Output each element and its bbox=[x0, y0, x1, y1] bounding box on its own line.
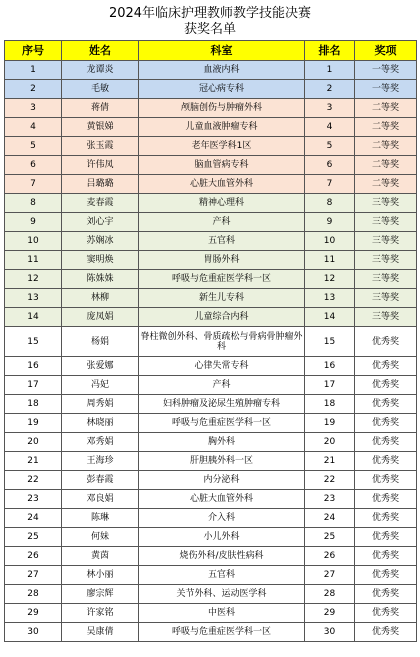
table-row bbox=[5, 99, 417, 118]
cell-no: 22 bbox=[5, 471, 62, 490]
cell-name: 何妹 bbox=[62, 528, 139, 547]
cell-rank: 3 bbox=[305, 99, 355, 118]
cell-name: 林柳 bbox=[62, 289, 139, 308]
cell-dept: 五官科 bbox=[139, 232, 305, 251]
cell-name: 吕璐璐 bbox=[62, 175, 139, 194]
cell-award: 优秀奖 bbox=[355, 452, 417, 471]
cell-award: 二等奖 bbox=[355, 137, 417, 156]
cell-rank: 23 bbox=[305, 490, 355, 509]
cell-name: 张玉霞 bbox=[62, 137, 139, 156]
cell-award: 优秀奖 bbox=[355, 490, 417, 509]
cell-rank: 27 bbox=[305, 566, 355, 585]
cell-rank: 21 bbox=[305, 452, 355, 471]
table-row bbox=[5, 623, 417, 642]
cell-dept: 脊柱微创外科、骨质疏松与骨病骨肿瘤外科 bbox=[139, 327, 305, 357]
cell-award: 优秀奖 bbox=[355, 433, 417, 452]
table-row bbox=[5, 80, 417, 99]
table-row bbox=[5, 327, 417, 357]
cell-rank: 10 bbox=[305, 232, 355, 251]
cell-dept: 老年医学科1区 bbox=[139, 137, 305, 156]
table-row bbox=[5, 528, 417, 547]
cell-no: 4 bbox=[5, 118, 62, 137]
cell-award: 优秀奖 bbox=[355, 414, 417, 433]
cell-no: 27 bbox=[5, 566, 62, 585]
cell-dept: 呼吸与危重症医学科一区 bbox=[139, 414, 305, 433]
header-row bbox=[5, 41, 417, 61]
table-row bbox=[5, 585, 417, 604]
table-row bbox=[5, 604, 417, 623]
cell-no: 14 bbox=[5, 308, 62, 327]
table-row bbox=[5, 61, 417, 80]
cell-rank: 8 bbox=[305, 194, 355, 213]
cell-no: 23 bbox=[5, 490, 62, 509]
table-row bbox=[5, 395, 417, 414]
cell-name: 刘心宇 bbox=[62, 213, 139, 232]
cell-name: 张爱娜 bbox=[62, 357, 139, 376]
table-row bbox=[5, 156, 417, 175]
cell-rank: 25 bbox=[305, 528, 355, 547]
cell-no: 28 bbox=[5, 585, 62, 604]
table-row bbox=[5, 175, 417, 194]
header-name: 姓名 bbox=[62, 41, 139, 61]
cell-name: 蒋倩 bbox=[62, 99, 139, 118]
table-row bbox=[5, 509, 417, 528]
cell-dept: 儿童综合内科 bbox=[139, 308, 305, 327]
cell-name: 王海珍 bbox=[62, 452, 139, 471]
cell-award: 优秀奖 bbox=[355, 327, 417, 357]
cell-no: 18 bbox=[5, 395, 62, 414]
cell-rank: 14 bbox=[305, 308, 355, 327]
cell-dept: 中医科 bbox=[139, 604, 305, 623]
cell-name: 冯妃 bbox=[62, 376, 139, 395]
cell-name: 陈琳 bbox=[62, 509, 139, 528]
table-row bbox=[5, 357, 417, 376]
cell-name: 周秀娟 bbox=[62, 395, 139, 414]
cell-dept: 呼吸与危重症医学科一区 bbox=[139, 270, 305, 289]
cell-no: 5 bbox=[5, 137, 62, 156]
table-row bbox=[5, 289, 417, 308]
cell-award: 一等奖 bbox=[355, 61, 417, 80]
cell-dept: 新生儿专科 bbox=[139, 289, 305, 308]
cell-dept: 关节外科、运动医学科 bbox=[139, 585, 305, 604]
cell-name: 邓秀娟 bbox=[62, 433, 139, 452]
cell-award: 优秀奖 bbox=[355, 395, 417, 414]
table-row bbox=[5, 376, 417, 395]
cell-dept: 胃肠外科 bbox=[139, 251, 305, 270]
cell-award: 优秀奖 bbox=[355, 566, 417, 585]
cell-no: 13 bbox=[5, 289, 62, 308]
table-row bbox=[5, 566, 417, 585]
cell-rank: 19 bbox=[305, 414, 355, 433]
table-row bbox=[5, 213, 417, 232]
cell-name: 彭春霞 bbox=[62, 471, 139, 490]
cell-no: 20 bbox=[5, 433, 62, 452]
cell-name: 窦明焕 bbox=[62, 251, 139, 270]
cell-award: 三等奖 bbox=[355, 194, 417, 213]
cell-dept: 产科 bbox=[139, 376, 305, 395]
cell-no: 10 bbox=[5, 232, 62, 251]
cell-name: 许伟凤 bbox=[62, 156, 139, 175]
cell-no: 2 bbox=[5, 80, 62, 99]
cell-name: 廖宗辉 bbox=[62, 585, 139, 604]
cell-award: 三等奖 bbox=[355, 232, 417, 251]
table-row bbox=[5, 471, 417, 490]
cell-award: 三等奖 bbox=[355, 213, 417, 232]
cell-dept: 呼吸与危重症医学科一区 bbox=[139, 623, 305, 642]
table-row bbox=[5, 308, 417, 327]
header-no: 序号 bbox=[5, 41, 62, 61]
cell-award: 优秀奖 bbox=[355, 471, 417, 490]
cell-award: 优秀奖 bbox=[355, 357, 417, 376]
cell-award: 三等奖 bbox=[355, 270, 417, 289]
cell-name: 林晓丽 bbox=[62, 414, 139, 433]
cell-name: 陈姝姝 bbox=[62, 270, 139, 289]
table-row bbox=[5, 452, 417, 471]
cell-dept: 介入科 bbox=[139, 509, 305, 528]
cell-no: 21 bbox=[5, 452, 62, 471]
cell-rank: 15 bbox=[305, 327, 355, 357]
cell-rank: 7 bbox=[305, 175, 355, 194]
cell-rank: 13 bbox=[305, 289, 355, 308]
cell-rank: 29 bbox=[305, 604, 355, 623]
cell-name: 林小丽 bbox=[62, 566, 139, 585]
cell-rank: 16 bbox=[305, 357, 355, 376]
cell-no: 1 bbox=[5, 61, 62, 80]
table-row bbox=[5, 490, 417, 509]
table-row bbox=[5, 118, 417, 137]
cell-dept: 心脏大血管外科 bbox=[139, 490, 305, 509]
cell-name: 麦春霞 bbox=[62, 194, 139, 213]
header-rank: 排名 bbox=[305, 41, 355, 61]
table-row bbox=[5, 194, 417, 213]
cell-dept: 五官科 bbox=[139, 566, 305, 585]
cell-rank: 5 bbox=[305, 137, 355, 156]
cell-name: 苏娴冰 bbox=[62, 232, 139, 251]
cell-no: 17 bbox=[5, 376, 62, 395]
cell-dept: 心律失常专科 bbox=[139, 357, 305, 376]
award-table bbox=[4, 40, 417, 642]
cell-name: 许家铭 bbox=[62, 604, 139, 623]
cell-name: 毛敏 bbox=[62, 80, 139, 99]
cell-no: 8 bbox=[5, 194, 62, 213]
cell-dept: 妇科肿瘤及泌尿生殖肿瘤专科 bbox=[139, 395, 305, 414]
table-row bbox=[5, 547, 417, 566]
cell-award: 三等奖 bbox=[355, 251, 417, 270]
cell-name: 庞凤娟 bbox=[62, 308, 139, 327]
cell-award: 二等奖 bbox=[355, 156, 417, 175]
cell-award: 三等奖 bbox=[355, 289, 417, 308]
cell-rank: 22 bbox=[305, 471, 355, 490]
cell-no: 29 bbox=[5, 604, 62, 623]
cell-award: 三等奖 bbox=[355, 308, 417, 327]
cell-dept: 冠心病专科 bbox=[139, 80, 305, 99]
cell-name: 杨娟 bbox=[62, 327, 139, 357]
cell-award: 优秀奖 bbox=[355, 585, 417, 604]
cell-dept: 脑血管病专科 bbox=[139, 156, 305, 175]
cell-rank: 4 bbox=[305, 118, 355, 137]
document-subtitle: 获奖名单 bbox=[183, 22, 236, 37]
table-row bbox=[5, 270, 417, 289]
cell-dept: 产科 bbox=[139, 213, 305, 232]
cell-no: 7 bbox=[5, 175, 62, 194]
cell-dept: 烧伤外科/皮肤性病科 bbox=[139, 547, 305, 566]
cell-rank: 26 bbox=[305, 547, 355, 566]
cell-rank: 18 bbox=[305, 395, 355, 414]
cell-rank: 12 bbox=[305, 270, 355, 289]
cell-rank: 2 bbox=[305, 80, 355, 99]
cell-rank: 11 bbox=[305, 251, 355, 270]
cell-no: 12 bbox=[5, 270, 62, 289]
cell-award: 二等奖 bbox=[355, 175, 417, 194]
cell-no: 25 bbox=[5, 528, 62, 547]
cell-rank: 28 bbox=[305, 585, 355, 604]
cell-no: 6 bbox=[5, 156, 62, 175]
table-row bbox=[5, 137, 417, 156]
cell-award: 一等奖 bbox=[355, 80, 417, 99]
cell-no: 3 bbox=[5, 99, 62, 118]
cell-dept: 胸外科 bbox=[139, 433, 305, 452]
cell-dept: 精神心理科 bbox=[139, 194, 305, 213]
cell-no: 26 bbox=[5, 547, 62, 566]
cell-name: 龙谭炎 bbox=[62, 61, 139, 80]
cell-dept: 儿童血液肿瘤专科 bbox=[139, 118, 305, 137]
cell-award: 优秀奖 bbox=[355, 604, 417, 623]
cell-rank: 24 bbox=[305, 509, 355, 528]
cell-rank: 9 bbox=[305, 213, 355, 232]
cell-no: 9 bbox=[5, 213, 62, 232]
cell-dept: 颅脑创伤与肿瘤外科 bbox=[139, 99, 305, 118]
cell-no: 11 bbox=[5, 251, 62, 270]
table-row bbox=[5, 232, 417, 251]
cell-no: 19 bbox=[5, 414, 62, 433]
cell-dept: 内分泌科 bbox=[139, 471, 305, 490]
cell-rank: 20 bbox=[305, 433, 355, 452]
cell-award: 优秀奖 bbox=[355, 623, 417, 642]
cell-award: 二等奖 bbox=[355, 118, 417, 137]
cell-dept: 肝胆胰外科一区 bbox=[139, 452, 305, 471]
cell-rank: 1 bbox=[305, 61, 355, 80]
cell-award: 优秀奖 bbox=[355, 509, 417, 528]
cell-name: 黄茵 bbox=[62, 547, 139, 566]
cell-award: 优秀奖 bbox=[355, 547, 417, 566]
cell-name: 吴康倩 bbox=[62, 623, 139, 642]
cell-award: 优秀奖 bbox=[355, 528, 417, 547]
cell-dept: 血液内科 bbox=[139, 61, 305, 80]
cell-no: 24 bbox=[5, 509, 62, 528]
table-body bbox=[5, 61, 417, 642]
cell-rank: 17 bbox=[305, 376, 355, 395]
header-dept: 科室 bbox=[139, 41, 305, 61]
cell-name: 黄银娣 bbox=[62, 118, 139, 137]
document-title: 2024年临床护理教师教学技能决赛 bbox=[108, 6, 312, 21]
cell-dept: 心脏大血管外科 bbox=[139, 175, 305, 194]
header-award: 奖项 bbox=[355, 41, 417, 61]
cell-no: 16 bbox=[5, 357, 62, 376]
cell-rank: 30 bbox=[305, 623, 355, 642]
cell-no: 30 bbox=[5, 623, 62, 642]
cell-award: 优秀奖 bbox=[355, 376, 417, 395]
table-row bbox=[5, 433, 417, 452]
cell-no: 15 bbox=[5, 327, 62, 357]
cell-name: 邓良娟 bbox=[62, 490, 139, 509]
cell-dept: 小儿外科 bbox=[139, 528, 305, 547]
table-row bbox=[5, 251, 417, 270]
cell-award: 二等奖 bbox=[355, 99, 417, 118]
cell-rank: 6 bbox=[305, 156, 355, 175]
table-row bbox=[5, 414, 417, 433]
